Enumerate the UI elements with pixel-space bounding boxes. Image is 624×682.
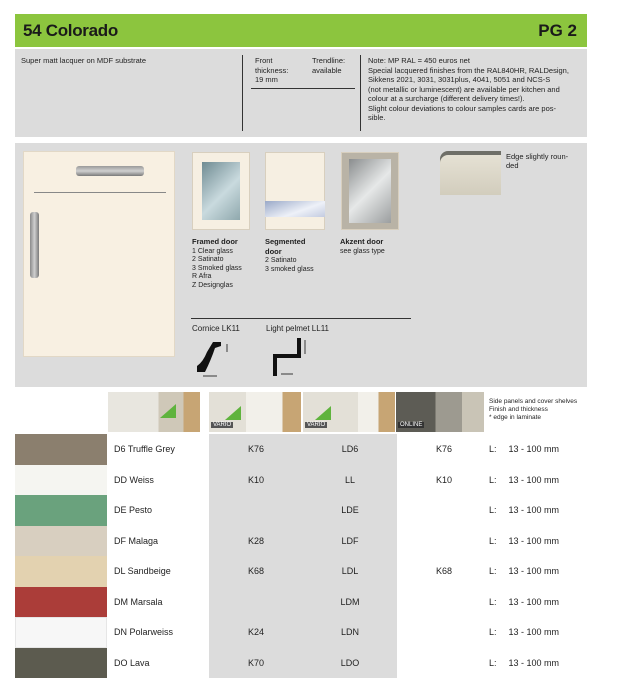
framed-door-image: [192, 152, 250, 230]
ral-note: Note: MP RAL = 450 euros net Special lacquered finishes from the RAL840HR, RALDesign, Sikkens 2021, 3031, 3031plus, 4041, 5051 and NCS-S (not metallic or luminescent) are available per kitchen and colour at a surcharge (different delivery times!). Slight colour deviations to colour samples cards are pos- sible.: [368, 56, 569, 122]
glass-panel: [265, 201, 325, 217]
triangle-marker-icon: [313, 404, 333, 422]
glass-panel: [202, 162, 240, 220]
edge-sample-image: [440, 151, 501, 195]
side-panel-note: Side panels and cover shelves Finish and thickness * edge in laminate: [489, 398, 578, 421]
akzent-door-image: [341, 152, 399, 230]
handle-icon: [76, 166, 144, 176]
color-swatch: [15, 587, 107, 618]
pelmet-label: Light pelmet LL11: [266, 324, 330, 333]
color-swatch: [15, 556, 107, 587]
color-swatch: [15, 495, 107, 526]
table-header: [15, 392, 587, 432]
segmented-door-caption: Segmented door 2 Satinato 3 smoked glass: [265, 237, 314, 273]
divider: [191, 318, 411, 319]
color-swatch: [15, 434, 107, 465]
color-swatch: [15, 648, 107, 679]
page-header: [15, 14, 587, 47]
table-row: DD Weiss K10 LL K10 L: 13 - 100 mm: [15, 465, 587, 496]
trendline: Trendline: available: [312, 56, 346, 75]
color-swatch: [15, 526, 107, 557]
divider: [242, 55, 243, 131]
color-swatch: [15, 465, 107, 496]
column-image: [108, 392, 200, 432]
door-gallery: [15, 143, 587, 387]
cornice-profile-icon: [191, 336, 235, 380]
triangle-marker-icon: [158, 402, 178, 420]
table-row: D6 Truffle Grey K76 LD6 K76 L: 13 - 100 mm: [15, 434, 587, 465]
akzent-door-caption: Akzent door see glass type: [340, 237, 385, 255]
handle-icon: [30, 212, 39, 278]
divider: [360, 55, 361, 131]
cornice-label: Cornice LK11: [192, 324, 240, 333]
table-row: DL Sandbeige K68 LDL K68 L: 13 - 100 mm: [15, 556, 587, 587]
info-box: [15, 49, 587, 137]
product-title: 54 Colorado: [23, 20, 118, 40]
front-thickness: Front thickness: 19 mm: [255, 56, 289, 84]
column-image: ONLINE: [396, 392, 484, 432]
triangle-marker-icon: [223, 404, 243, 422]
pelmet-profile-icon: [267, 336, 311, 380]
table-row: DE Pesto LDE L: 13 - 100 mm: [15, 495, 587, 526]
framed-door-caption: Framed door 1 Clear glass 2 Satinato 3 Smoked glass R Afra Z Designglas: [192, 237, 242, 289]
color-swatch: [15, 617, 107, 648]
segmented-door-image: [265, 152, 325, 230]
color-table: [15, 434, 587, 678]
table-row: DM Marsala LDM L: 13 - 100 mm: [15, 587, 587, 618]
column-image: VARIO: [209, 392, 301, 432]
table-row: DN Polarweiss K24 LDN L: 13 - 100 mm: [15, 617, 587, 648]
column-image: VARIO: [303, 392, 395, 432]
glass-panel: [349, 159, 391, 223]
table-row: DF Malaga K28 LDF L: 13 - 100 mm: [15, 526, 587, 557]
door-front-image: [23, 151, 175, 357]
table-row: DO Lava K70 LDO L: 13 - 100 mm: [15, 648, 587, 679]
edge-note: Edge slightly roun- ded: [506, 152, 569, 170]
divider: [251, 88, 355, 89]
price-group: PG 2: [538, 20, 577, 40]
dimension-line: [34, 192, 166, 193]
material-description: Super matt lacquer on MDF substrate: [21, 56, 147, 65]
